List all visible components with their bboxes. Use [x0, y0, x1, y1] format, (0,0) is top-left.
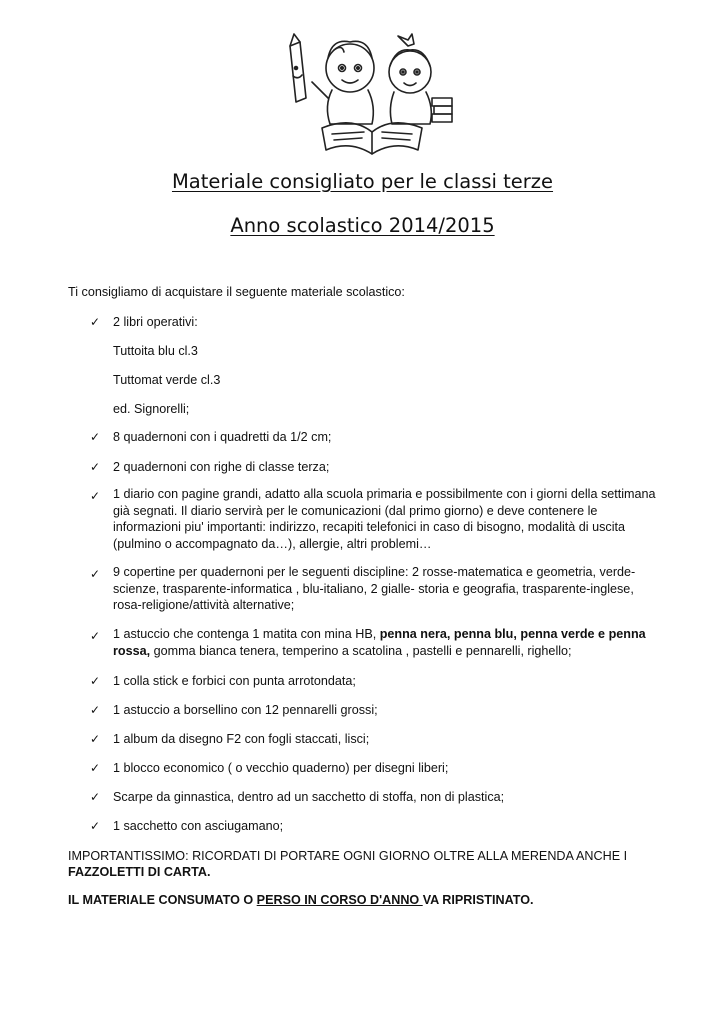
list-item: 1 colla stick e forbici con punta arrotondata;: [113, 674, 356, 688]
check-icon: ✓: [90, 460, 101, 474]
check-icon: ✓: [90, 674, 101, 688]
check-icon: ✓: [90, 489, 101, 503]
list-item: 1 blocco economico ( o vecchio quaderno) per disegni liberi;: [113, 761, 449, 775]
children-reading-illustration: [272, 28, 454, 156]
astuccio-text: 1 astuccio che contenga 1 matita con mina HB,: [113, 627, 380, 641]
list-item: 8 quadernoni con i quadretti da 1/2 cm;: [113, 430, 332, 444]
check-icon: ✓: [90, 819, 101, 833]
astuccio-pens-text: penna nera, penna blu, penna verde e penna rossa,: [113, 627, 646, 658]
final-note-end: VA RIPRISTINATO.: [422, 893, 534, 907]
final-note: [68, 892, 534, 908]
list-item: 1 diario con pagine grandi, adatto alla scuola primaria e possibilmente con i giorni della settimana già segnati. Il diario servirà per le comunicazioni (dal primo giorno) e deve contenere le informazioni piu' importanti: indirizzo, recapiti telefonici in caso di bisogno, modalità di uscita (pulmino o accompagnato da…), allergie, altri problemi…: [113, 487, 656, 551]
final-note-underlined: PERSO IN CORSO D'ANNO: [256, 893, 423, 907]
check-icon: ✓: [90, 790, 101, 804]
check-icon: ✓: [90, 430, 101, 444]
list-item-astuccio: [113, 626, 658, 659]
check-icon: ✓: [90, 703, 101, 717]
list-item: 2 libri operativi:: [113, 315, 198, 329]
check-icon: ✓: [90, 629, 101, 643]
intro-text: Ti consigliamo di acquistare il seguente materiale scolastico:: [68, 285, 405, 299]
book-publisher: ed. Signorelli;: [113, 402, 190, 416]
final-note-text: IL MATERIALE CONSUMATO O: [68, 893, 257, 907]
book-title: Tuttomat verde cl.3: [113, 373, 221, 387]
list-item: Scarpe da ginnastica, dentro ad un sacchetto di stoffa, non di plastica;: [113, 790, 505, 804]
list-item: 9 copertine per quadernoni per le seguenti discipline: 2 rosse-matematica e geometria, verde-scienze, trasparente-informatica , blu-italiano, 2 gialle- storia e geografia, trasparente-inglese, rosa-religione/attività alternative;: [113, 565, 636, 613]
check-icon: ✓: [90, 761, 101, 775]
check-icon: ✓: [90, 567, 101, 581]
list-item: 2 quadernoni con righe di classe terza;: [113, 460, 330, 474]
page-title: Materiale consigliato per le classi terze: [171, 170, 554, 193]
important-note: IMPORTANTISSIMO: RICORDATI DI PORTARE OGNI GIORNO OLTRE ALLA MERENDA ANCHE I: [68, 849, 628, 863]
check-icon: ✓: [90, 315, 101, 329]
list-item: 1 astuccio a borsellino con 12 pennarelli grossi;: [113, 703, 378, 717]
list-item: 1 album da disegno F2 con fogli staccati, lisci;: [113, 732, 370, 746]
list-item: 1 sacchetto con asciugamano;: [113, 819, 284, 833]
page-subtitle: Anno scolastico 2014/2015: [230, 214, 495, 237]
astuccio-text-end: gomma bianca tenera, temperino a scatolina , pastelli e pennarelli, righello;: [150, 643, 572, 658]
book-title: Tuttoita blu cl.3: [113, 344, 198, 358]
check-icon: ✓: [90, 732, 101, 746]
important-note-bold: FAZZOLETTI DI CARTA.: [68, 865, 211, 879]
